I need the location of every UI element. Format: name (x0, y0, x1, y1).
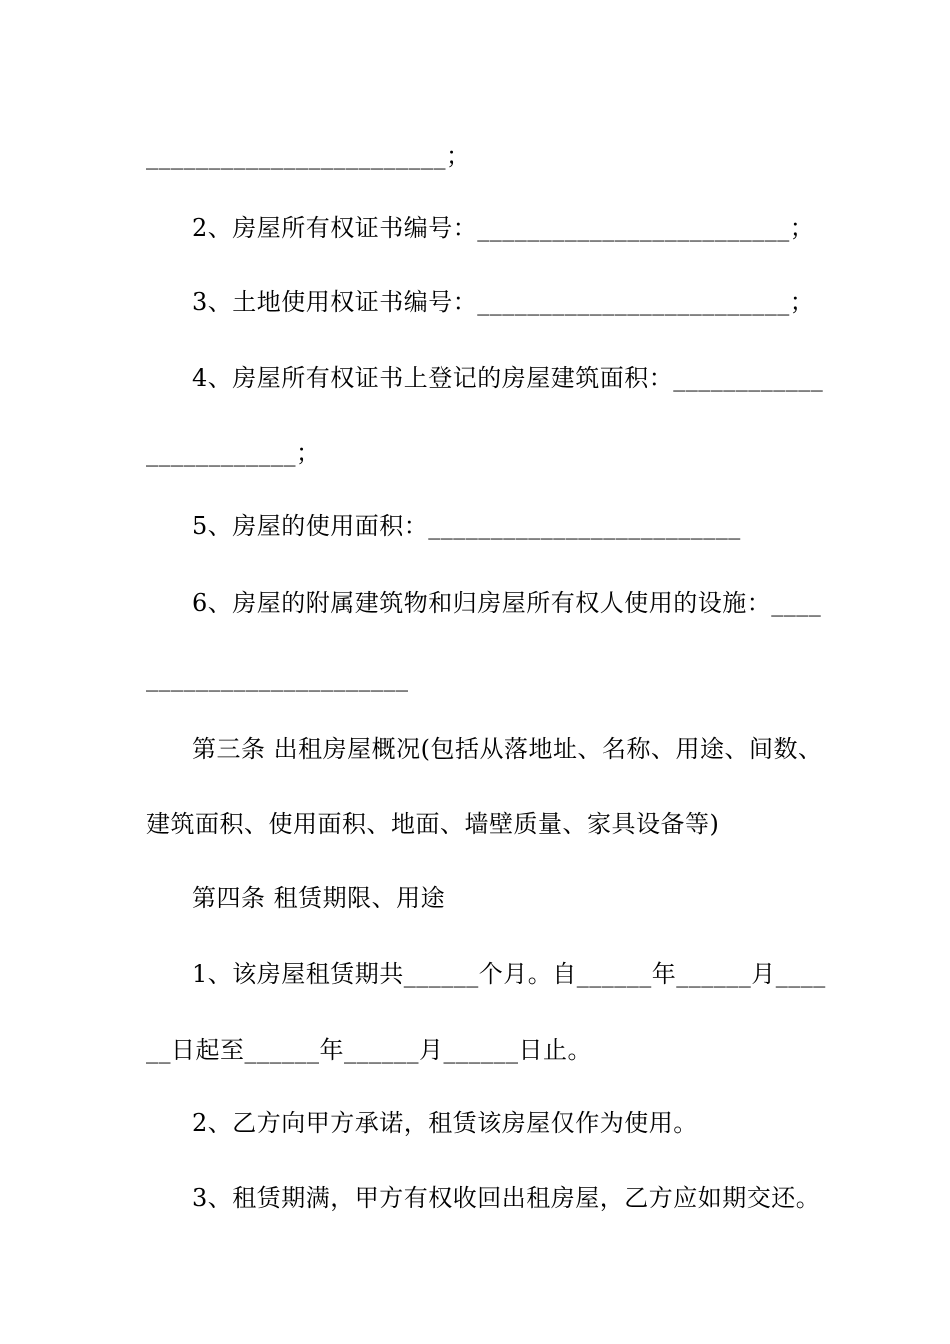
text-line: 2、房屋所有权证书编号：_________________________； (192, 214, 815, 242)
text-line: 6、房屋的附属建筑物和归房屋所有权人使用的设施：____ (192, 589, 822, 617)
text-line: ________________________； (146, 142, 471, 170)
text-line: ____________； (146, 439, 321, 467)
text-line: 2、乙方向甲方承诺，租赁该房屋仅作为使用。 (192, 1109, 698, 1137)
text-line: 5、房屋的使用面积：_________________________ (192, 512, 741, 540)
text-line: 4、房屋所有权证书上登记的房屋建筑面积：____________ (192, 364, 824, 392)
text-line: 3、租赁期满，甲方有权收回出租房屋，乙方应如期交还。 (192, 1184, 821, 1212)
text-line: _____________________ (146, 664, 409, 692)
text-line: 1、该房屋租赁期共______个月。自______年______月____ (192, 960, 826, 988)
text-line: 建筑面积、使用面积、地面、墙壁质量、家具设备等) (146, 810, 720, 838)
article-heading: 第四条 租赁期限、用途 (192, 884, 446, 912)
article-heading: 第三条 出租房屋概况(包括从落地址、名称、用途、间数、 (192, 735, 823, 763)
text-line: __日起至______年______月______日止。 (146, 1036, 592, 1064)
text-line: 3、土地使用权证书编号：_________________________； (192, 288, 815, 316)
